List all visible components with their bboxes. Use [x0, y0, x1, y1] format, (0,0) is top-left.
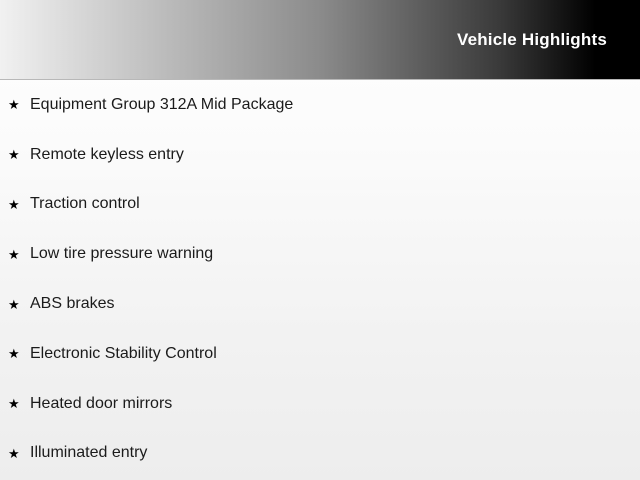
- list-item: [0, 329, 640, 379]
- star-icon: ★: [8, 296, 20, 312]
- highlights-list: [0, 80, 640, 478]
- list-item-label: Traction control: [30, 195, 140, 213]
- list-item-label: Equipment Group 312A Mid Package: [30, 95, 294, 113]
- star-icon: ★: [8, 396, 20, 412]
- list-item: [0, 180, 640, 230]
- page-title: Vehicle Highlights: [456, 29, 607, 49]
- list-item: [0, 229, 640, 279]
- star-icon: ★: [8, 147, 20, 163]
- star-icon: ★: [8, 196, 20, 212]
- list-item-label: ABS brakes: [30, 295, 115, 313]
- list-item: [0, 279, 640, 329]
- list-item: [0, 130, 640, 180]
- list-item: [0, 80, 640, 130]
- list-item-label: Remote keyless entry: [30, 145, 184, 163]
- star-icon: ★: [8, 97, 20, 113]
- list-item: [0, 429, 640, 479]
- star-icon: ★: [8, 445, 20, 461]
- list-item-label: Heated door mirrors: [30, 394, 173, 412]
- list-item-label: Illuminated entry: [30, 444, 148, 462]
- star-icon: ★: [8, 346, 20, 362]
- list-item: [0, 379, 640, 429]
- star-icon: ★: [8, 246, 20, 262]
- list-item-label: Electronic Stability Control: [30, 344, 217, 362]
- list-item-label: Low tire pressure warning: [30, 245, 214, 263]
- vehicle-highlights-header: [0, 0, 640, 80]
